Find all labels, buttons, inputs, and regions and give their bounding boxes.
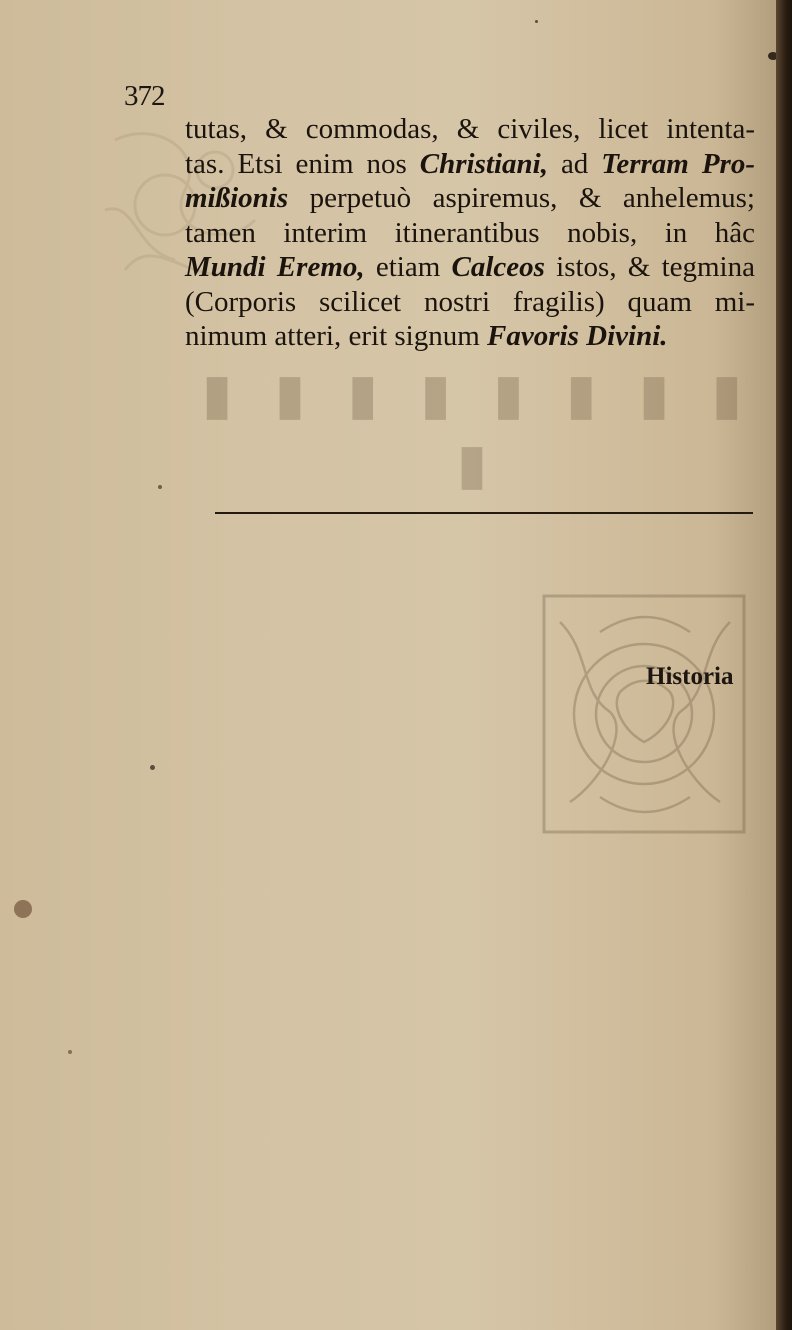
italic-run: Mundi Eremo,: [185, 251, 365, 283]
ink-speck: [768, 52, 776, 60]
italic-run: Christiani,: [419, 147, 548, 180]
italic-run: Calceos: [451, 251, 545, 283]
italic-run: mißionis: [185, 182, 289, 214]
text-run: etiam: [364, 251, 452, 283]
ink-speck: [535, 20, 538, 23]
text-run: perpetuò aspiremus, & anhelemus;: [288, 182, 755, 214]
main-text: [185, 112, 755, 354]
text-line: [185, 112, 755, 147]
text-run: tas. Etsi enim nos: [185, 147, 420, 180]
text-run: tamen interim itinerantibus nobis, in hâc: [185, 216, 755, 249]
text-line: [185, 319, 755, 354]
text-line: [185, 147, 755, 182]
decorated-initial-bleed-icon: [540, 592, 748, 836]
bleed-through-title: ▮ ▮ ▮ ▮ ▮ ▮ ▮ ▮ ▮: [187, 364, 743, 496]
ink-stain: [14, 900, 32, 918]
ink-speck: [68, 1050, 72, 1054]
text-run: (Corporis scilicet nostri fragilis) quam mi-: [185, 285, 755, 318]
ink-speck: [158, 485, 162, 489]
text-run: tutas, & commodas, & civiles, licet intenta-: [185, 113, 755, 145]
page-number: 372: [124, 80, 165, 112]
margin-note: Historia: [646, 663, 734, 690]
page-edge: [776, 0, 792, 1330]
text-run: ad: [547, 147, 602, 180]
text-line: [185, 216, 755, 251]
italic-run: Favoris Divini.: [487, 320, 668, 352]
text-line: [185, 285, 755, 320]
horizontal-rule: [215, 512, 753, 514]
text-run: nimum atteri, erit signum: [185, 320, 488, 352]
text-run: istos, & tegmina: [544, 251, 755, 283]
text-line: [185, 250, 755, 285]
ink-speck: [150, 765, 155, 770]
italic-run: Terram Pro-: [601, 147, 755, 180]
text-line: [185, 181, 755, 216]
